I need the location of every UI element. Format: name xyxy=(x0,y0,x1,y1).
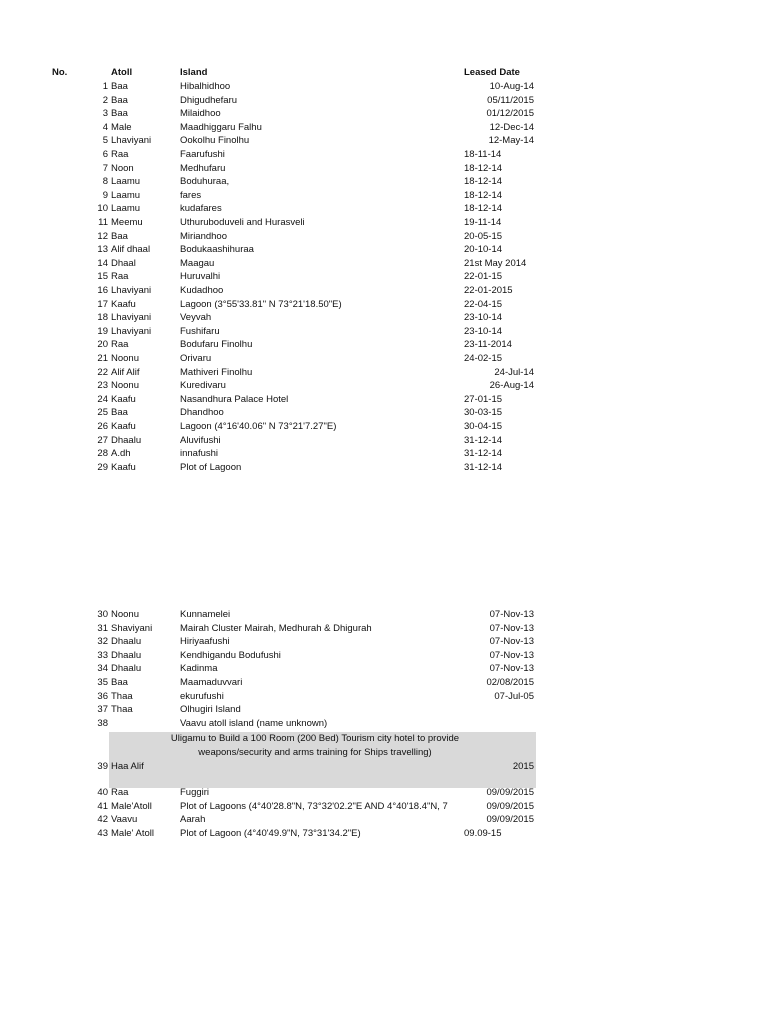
row-atoll: Raa xyxy=(111,271,129,283)
row-island: Medhufaru xyxy=(180,162,226,174)
table-row xyxy=(0,461,768,475)
row-atoll: Kaafu xyxy=(111,461,136,473)
row-number: 7 xyxy=(102,162,108,174)
row-leased-date: 22-01-2015 xyxy=(464,285,513,296)
row-leased-date: 07-Nov-13 xyxy=(489,622,534,634)
row-atoll: Meemu xyxy=(111,217,143,228)
table-row xyxy=(0,649,768,663)
row-atoll: Alif Alif xyxy=(111,366,140,378)
row-atoll: Kaafu xyxy=(111,421,136,432)
row-number: 38 xyxy=(97,717,108,729)
row-island: Kudadhoo xyxy=(180,285,224,296)
row-atoll: Kaafu xyxy=(111,393,136,405)
header-leased-date: Leased Date xyxy=(464,67,520,78)
row-island: Huruvalhi xyxy=(180,271,221,283)
table-row xyxy=(0,703,768,717)
row-island: Olhugiri Island xyxy=(180,704,241,716)
row-number: 26 xyxy=(97,421,108,432)
table-row xyxy=(0,662,768,676)
table-row xyxy=(0,270,768,284)
row-number: 24 xyxy=(97,393,108,405)
row-atoll: Baa xyxy=(111,677,128,688)
row-number: 35 xyxy=(97,677,108,688)
row-atoll: Thaa xyxy=(111,690,133,702)
row-leased-date: 23-11-2014 xyxy=(464,339,512,351)
row-number: 27 xyxy=(97,434,108,446)
row-number: 8 xyxy=(102,176,108,188)
header-atoll: Atoll xyxy=(111,67,133,78)
row-number: 15 xyxy=(97,271,108,283)
row-leased-date: 05/11/2015 xyxy=(487,94,534,106)
table-row xyxy=(0,717,768,731)
row-number: 36 xyxy=(97,690,108,702)
row-leased-date: 24-Jul-14 xyxy=(494,366,534,378)
row-number: 29 xyxy=(97,461,108,473)
table-row xyxy=(0,284,768,298)
row-number: 31 xyxy=(97,622,108,634)
row-island: Dhandhoo xyxy=(180,407,224,419)
row-number: 11 xyxy=(98,217,108,228)
row-atoll: Dhaalu xyxy=(111,636,142,648)
row-island: Maamaduvvari xyxy=(180,677,243,688)
table-row xyxy=(0,107,768,121)
table-row xyxy=(0,434,768,448)
table-row xyxy=(0,216,768,230)
row-number: 33 xyxy=(97,649,108,661)
row-number: 22 xyxy=(97,366,108,378)
row-island: Kuredivaru xyxy=(180,380,226,392)
row-leased-date: 12-Dec-14 xyxy=(489,121,534,133)
table-row xyxy=(0,134,768,148)
row-leased-date: 27-01-15 xyxy=(464,393,503,405)
row-island: Lagoon (4°16'40.06" N 73°21'7.27"E) xyxy=(180,421,337,432)
row-leased-date: 07-Nov-13 xyxy=(489,636,534,648)
row-atoll: Lhaviyani xyxy=(111,285,152,296)
row-island: kudafares xyxy=(180,203,222,215)
row-atoll: Laamu xyxy=(111,176,141,188)
row-leased-date: 07-Nov-13 xyxy=(489,649,534,661)
row-leased-date: 07-Jul-05 xyxy=(494,690,534,702)
table-row xyxy=(0,622,768,636)
table-row xyxy=(0,406,768,420)
table-row xyxy=(0,298,768,312)
row-atoll: Dhaalu xyxy=(111,663,142,675)
row-island: Bodukaashihuraa xyxy=(180,244,254,256)
header-island: Island xyxy=(180,67,208,78)
row-island: Boduhuraa, xyxy=(180,176,230,188)
row-number: 17 xyxy=(97,298,108,310)
row-atoll: Raa xyxy=(111,787,129,798)
row-number: 10 xyxy=(97,203,108,215)
row-leased-date: 18-12-14 xyxy=(464,162,503,174)
table-row xyxy=(0,608,768,622)
row-leased-date: 02/08/2015 xyxy=(486,677,534,688)
row-atoll: Baa xyxy=(111,108,128,120)
row-atoll: Raa xyxy=(111,339,129,351)
row-number: 32 xyxy=(97,636,108,648)
row-atoll: Vaavu xyxy=(111,814,138,826)
row-leased-date: 12-May-14 xyxy=(488,135,534,147)
row-number: 5 xyxy=(102,135,108,147)
row-island: Lagoon (3°55'33.81" N 73°21'18.50"E) xyxy=(180,298,342,310)
row-number: 23 xyxy=(97,380,108,392)
row-atoll: Alif dhaal xyxy=(111,244,151,256)
row-atoll: Raa xyxy=(111,149,129,160)
row-leased-date: 21st May 2014 xyxy=(464,257,527,269)
row-atoll: Laamu xyxy=(111,189,141,201)
row-leased-date: 30-03-15 xyxy=(464,407,503,419)
row-atoll: Baa xyxy=(111,230,128,242)
row-atoll: Dhaalu xyxy=(111,649,142,661)
table-row xyxy=(0,352,768,366)
table-row xyxy=(0,257,768,271)
row-island: Kendhigandu Bodufushi xyxy=(180,649,281,661)
row-island: innafushi xyxy=(180,448,219,460)
row-atoll: Male'Atoll xyxy=(111,800,152,812)
table-row xyxy=(0,230,768,244)
row-island: Maagau xyxy=(180,257,215,269)
row-atoll: Haa Alif xyxy=(111,761,144,772)
table-row xyxy=(0,800,768,814)
row-island: Bodufaru Finolhu xyxy=(180,339,253,351)
row-number: 16 xyxy=(97,285,108,296)
row-atoll: Shaviyani xyxy=(111,622,153,634)
row-leased-date: 18-11-14 xyxy=(464,149,502,160)
row-leased-date: 23-10-14 xyxy=(464,312,503,324)
row-leased-date: 31-12-14 xyxy=(464,434,503,446)
row-number: 39 xyxy=(97,761,108,772)
row-number: 25 xyxy=(97,407,108,419)
row-leased-date: 30-04-15 xyxy=(464,421,503,432)
row-number: 18 xyxy=(97,312,108,324)
row-atoll: Dhaal xyxy=(111,257,136,269)
header-no: No. xyxy=(52,67,68,78)
table-row xyxy=(0,311,768,325)
row-leased-date: 18-12-14 xyxy=(464,203,503,215)
row-island: Nasandhura Palace Hotel xyxy=(180,393,289,405)
row-atoll: Baa xyxy=(111,407,128,419)
row-leased-date: 18-12-14 xyxy=(464,176,503,188)
row-number: 3 xyxy=(102,108,108,120)
row-island: Fuggiri xyxy=(180,787,210,798)
table-row xyxy=(0,813,768,827)
row-island: Miriandhoo xyxy=(180,230,227,242)
row-leased-date: 23-10-14 xyxy=(464,325,503,337)
row-island: Plot of Lagoons (4°40'28.8"N, 73°32'02.2"E AND 4°40'18.4"N, 7 xyxy=(180,800,448,812)
row-island: Maadhiggaru Falhu xyxy=(180,121,262,133)
table-row xyxy=(0,243,768,257)
row-leased-date: 20-10-14 xyxy=(464,244,503,256)
row-leased-date: 22-04-15 xyxy=(464,298,503,310)
table-row xyxy=(0,121,768,135)
row-island: Uligamu to Build a 100 Room (200 Bed) Tourism city hotel to provide weapons/security and arms training for Ships travelling) xyxy=(170,733,460,758)
row-island: Aluvifushi xyxy=(180,434,221,446)
row-atoll: Noon xyxy=(111,162,134,174)
row-number: 4 xyxy=(102,121,108,133)
row-island: Plot of Lagoon xyxy=(180,461,242,473)
row-island: Faarufushi xyxy=(180,149,225,160)
table-row xyxy=(0,338,768,352)
table-row xyxy=(0,162,768,176)
row-leased-date: 2015 xyxy=(512,761,534,772)
row-island: Kadinma xyxy=(180,663,218,675)
table-row-39 xyxy=(0,732,768,788)
row-number: 43 xyxy=(97,827,108,839)
row-number: 37 xyxy=(97,704,108,716)
table-row xyxy=(0,80,768,94)
row-leased-date: 01/12/2015 xyxy=(486,108,534,120)
row-leased-date: 10-Aug-14 xyxy=(489,81,534,92)
row-island: Mathiveri Finolhu xyxy=(180,366,253,378)
row-number: 42 xyxy=(97,814,108,826)
table-row xyxy=(0,94,768,108)
row-number: 9 xyxy=(102,189,108,201)
table-row xyxy=(0,635,768,649)
row-island: Mairah Cluster Mairah, Medhurah & Dhigurah xyxy=(180,622,372,634)
row-leased-date: 31-12-14 xyxy=(464,448,503,460)
table-row xyxy=(0,393,768,407)
table-row xyxy=(0,202,768,216)
row-island: Uthuruboduveli and Hurasveli xyxy=(180,217,305,228)
row-number: 30 xyxy=(97,609,108,620)
row-leased-date: 07-Nov-13 xyxy=(489,609,534,620)
row-number: 41 xyxy=(97,800,108,812)
row-island: Orivaru xyxy=(180,353,212,364)
row-island: Fushifaru xyxy=(180,325,220,337)
table-row xyxy=(0,379,768,393)
row-number: 6 xyxy=(102,149,108,160)
row-atoll: Male' Atoll xyxy=(111,827,155,839)
row-leased-date: 09.09-15 xyxy=(464,827,502,839)
row-island: Veyvah xyxy=(180,312,212,324)
row-leased-date: 20-05-15 xyxy=(464,230,503,242)
table-row xyxy=(0,786,768,800)
row-atoll: A.dh xyxy=(111,448,131,460)
row-leased-date: 31-12-14 xyxy=(464,461,503,473)
table-row xyxy=(0,690,768,704)
row-number: 14 xyxy=(97,257,108,269)
table-row xyxy=(0,447,768,461)
row-leased-date: 18-12-14 xyxy=(464,189,503,201)
row-number: 28 xyxy=(97,448,108,460)
row-leased-date: 26-Aug-14 xyxy=(489,380,534,392)
row-number: 2 xyxy=(102,94,108,106)
row-atoll: Lhaviyani xyxy=(111,312,152,324)
row-number: 12 xyxy=(97,230,108,242)
row-island: Hibalhidhoo xyxy=(180,81,231,92)
row-atoll: Noonu xyxy=(111,353,139,364)
row-atoll: Lhaviyani xyxy=(111,135,152,147)
row-atoll: Dhaalu xyxy=(111,434,142,446)
table-row xyxy=(0,175,768,189)
row-island: Aarah xyxy=(180,814,206,826)
row-island: Hiriyaafushi xyxy=(180,636,230,648)
row-atoll: Noonu xyxy=(111,380,139,392)
table-row xyxy=(0,827,768,841)
header-row xyxy=(0,66,768,80)
table-row xyxy=(0,325,768,339)
row-leased-date: 09/09/2015 xyxy=(486,814,534,826)
row-number: 34 xyxy=(97,663,108,675)
table-row xyxy=(0,676,768,690)
row-atoll: Lhaviyani xyxy=(111,325,152,337)
row-atoll: Baa xyxy=(111,94,128,106)
row-island: Ookolhu Finolhu xyxy=(180,135,250,147)
row-leased-date: 24-02-15 xyxy=(464,353,503,364)
table-row xyxy=(0,366,768,380)
row-atoll: Kaafu xyxy=(111,298,136,310)
row-number: 21 xyxy=(97,353,108,364)
row-island: fares xyxy=(180,189,202,201)
row-leased-date: 22-01-15 xyxy=(464,271,503,283)
row-atoll: Thaa xyxy=(111,704,133,716)
row-island: Vaavu atoll island (name unknown) xyxy=(180,717,328,729)
row-island: Kunnamelei xyxy=(180,609,231,620)
row-number: 40 xyxy=(97,787,108,798)
row-island: Dhigudhefaru xyxy=(180,94,238,106)
row-atoll: Laamu xyxy=(111,203,141,215)
row-atoll: Baa xyxy=(111,81,128,92)
table-row xyxy=(0,420,768,434)
row-leased-date: 09/09/2015 xyxy=(486,800,534,812)
row-number: 20 xyxy=(97,339,108,351)
table-row xyxy=(0,189,768,203)
row-island: Milaidhoo xyxy=(180,108,221,120)
row-island: ekurufushi xyxy=(180,690,224,702)
row-number: 1 xyxy=(102,81,108,92)
row-atoll: Male xyxy=(111,121,132,133)
row-island: Plot of Lagoon (4°40'49.9"N, 73°31'34.2"E) xyxy=(180,827,361,839)
table-row xyxy=(0,148,768,162)
row-leased-date: 19-11-14 xyxy=(464,217,502,228)
row-number: 13 xyxy=(97,244,108,256)
row-leased-date: 07-Nov-13 xyxy=(489,663,534,675)
row-number: 19 xyxy=(97,325,108,337)
row-atoll: Noonu xyxy=(111,609,139,620)
row-leased-date: 09/09/2015 xyxy=(486,787,534,798)
